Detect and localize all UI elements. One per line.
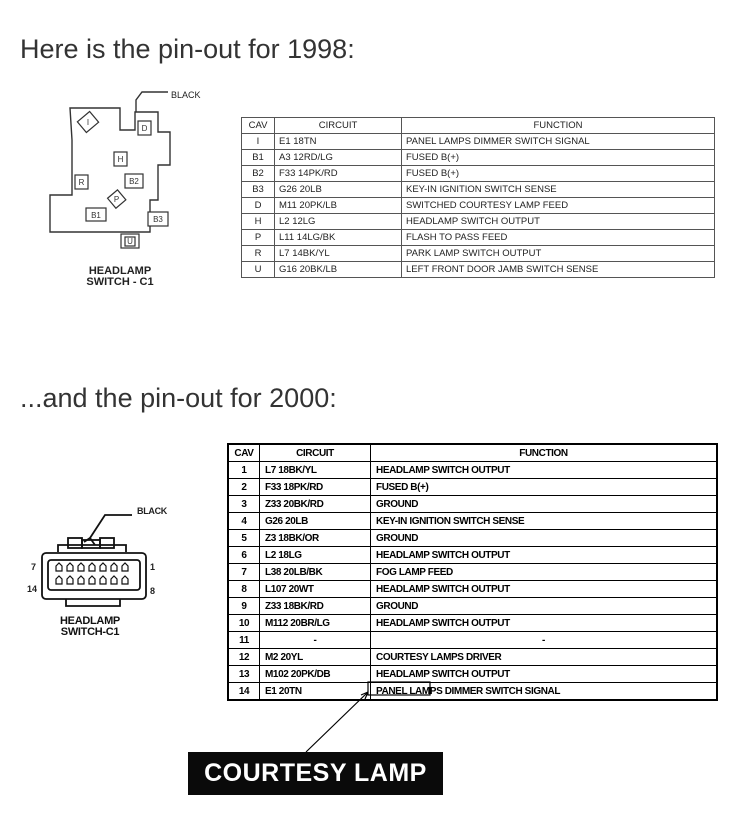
circuit-cell: L11 14LG/BK [275,230,402,246]
table-row [228,496,717,513]
table-row [228,581,717,598]
circuit-cell: M102 20PK/DB [260,666,371,683]
cav-cell: 13 [228,666,260,683]
function-cell: FLASH TO PASS FEED [402,230,715,246]
cav-cell: R [242,246,275,262]
function-cell: SWITCHED COURTESY LAMP FEED [402,198,715,214]
function-cell: HEADLAMP SWITCH OUTPUT [371,615,718,632]
connector-label-line1: HEADLAMP [60,615,120,627]
column-header-function: FUNCTION [371,444,718,462]
circuit-cell: F33 18PK/RD [260,479,371,496]
circuit-cell: M2 20YL [260,649,371,666]
table-row [228,513,717,530]
circuit-cell: E1 20TN [260,683,371,701]
cav-cell: 12 [228,649,260,666]
function-cell: FUSED B(+) [402,166,715,182]
function-cell: FOG LAMP FEED [371,564,718,581]
table-row [228,683,717,701]
cav-cell: 8 [228,581,260,598]
table-row [228,632,717,649]
function-cell: GROUND [371,598,718,615]
cavity-label: U [127,237,133,246]
column-header-cav: CAV [242,118,275,134]
circuit-cell: L7 18BK/YL [260,462,371,479]
table-row [228,530,717,547]
circuit-cell: - [260,632,371,649]
connector-label-line2: SWITCH-C1 [60,626,120,638]
pinout-table-2000 [227,443,718,701]
circuit-cell: L2 18LG [260,547,371,564]
circuit-cell: G26 20LB [260,513,371,530]
connector-label-line2: SWITCH - C1 [86,276,154,288]
courtesy-lamp-annotation: COURTESY LAMP [188,752,443,795]
function-cell: PANEL LAMPS DIMMER SWITCH SIGNAL [402,134,715,150]
cav-cell: P [242,230,275,246]
table-row [228,598,717,615]
cav-cell: 4 [228,513,260,530]
circuit-cell: G26 20LB [275,182,402,198]
pin-number-14: 14 [27,584,38,594]
cavity-label: I [86,118,90,127]
function-cell: HEADLAMP SWITCH OUTPUT [371,547,718,564]
function-cell: KEY-IN IGNITION SWITCH SENSE [402,182,715,198]
table-row [228,462,717,479]
function-cell: GROUND [371,496,718,513]
table-row [228,666,717,683]
cav-cell: 2 [228,479,260,496]
column-header-function: FUNCTION [402,118,715,134]
circuit-cell: A3 12RD/LG [275,150,402,166]
cavity-label: B2 [129,177,139,186]
function-cell: GROUND [371,530,718,547]
function-cell: - [371,632,718,649]
cav-cell: 14 [228,683,260,701]
table-row [228,615,717,632]
cav-cell: U [242,262,275,278]
table-row [228,479,717,496]
function-cell: HEADLAMP SWITCH OUTPUT [402,214,715,230]
circuit-cell: L38 20LB/BK [260,564,371,581]
function-cell: COURTESY LAMPS DRIVER [371,649,718,666]
cav-cell: D [242,198,275,214]
circuit-cell: L7 14BK/YL [275,246,402,262]
function-cell: PANEL LAMPS DIMMER SWITCH SIGNAL [371,683,718,701]
cav-cell: 3 [228,496,260,513]
circuit-cell: F33 14PK/RD [275,166,402,182]
cav-cell: 1 [228,462,260,479]
cav-cell: 6 [228,547,260,564]
connector-label-2000 [50,616,130,638]
function-cell: PARK LAMP SWITCH OUTPUT [402,246,715,262]
circuit-cell: Z3 18BK/OR [260,530,371,547]
table-row [228,649,717,666]
cavity-label: P [113,195,120,204]
function-cell: HEADLAMP SWITCH OUTPUT [371,666,718,683]
cavity-label: D [141,124,148,133]
cav-cell: 7 [228,564,260,581]
function-cell: HEADLAMP SWITCH OUTPUT [371,581,718,598]
cav-cell: B3 [242,182,275,198]
column-header-circuit: CIRCUIT [260,444,371,462]
circuit-cell: M11 20PK/LB [275,198,402,214]
circuit-cell: E1 18TN [275,134,402,150]
cav-cell: I [242,134,275,150]
cavity-label: B3 [153,215,163,224]
function-cell: FUSED B(+) [402,150,715,166]
circuit-cell: L107 20WT [260,581,371,598]
wire-color-label-2000: BLACK [137,506,167,516]
cavity-label: H [117,155,124,164]
function-cell: LEFT FRONT DOOR JAMB SWITCH SENSE [402,262,715,278]
pin-number-1: 1 [150,562,156,572]
cav-cell: 9 [228,598,260,615]
circuit-cell: L2 12LG [275,214,402,230]
pin-number-7: 7 [31,562,37,572]
circuit-cell: Z33 18BK/RD [260,598,371,615]
cav-cell: H [242,214,275,230]
heading-2000: ...and the pin-out for 2000: [20,383,337,413]
function-cell: FUSED B(+) [371,479,718,496]
circuit-cell: M112 20BR/LG [260,615,371,632]
cav-cell: B1 [242,150,275,166]
function-cell: HEADLAMP SWITCH OUTPUT [371,462,718,479]
cav-cell: B2 [242,166,275,182]
function-cell: KEY-IN IGNITION SWITCH SENSE [371,513,718,530]
heading-1998: Here is the pin-out for 1998: [20,34,355,64]
circuit-cell: Z33 20BK/RD [260,496,371,513]
cav-cell: 5 [228,530,260,547]
column-header-circuit: CIRCUIT [275,118,402,134]
circuit-cell: G16 20BK/LB [275,262,402,278]
table-row [228,547,717,564]
cav-cell: 11 [228,632,260,649]
connector-label-line1: HEADLAMP [88,265,152,277]
column-header-cav: CAV [228,444,260,462]
wire-color-label-1998: BLACK [171,90,201,100]
table-row [228,564,717,581]
cavity-label: R [78,178,85,187]
cav-cell: 10 [228,615,260,632]
cavity-label: B1 [91,211,101,220]
pin-number-8: 8 [150,586,156,596]
